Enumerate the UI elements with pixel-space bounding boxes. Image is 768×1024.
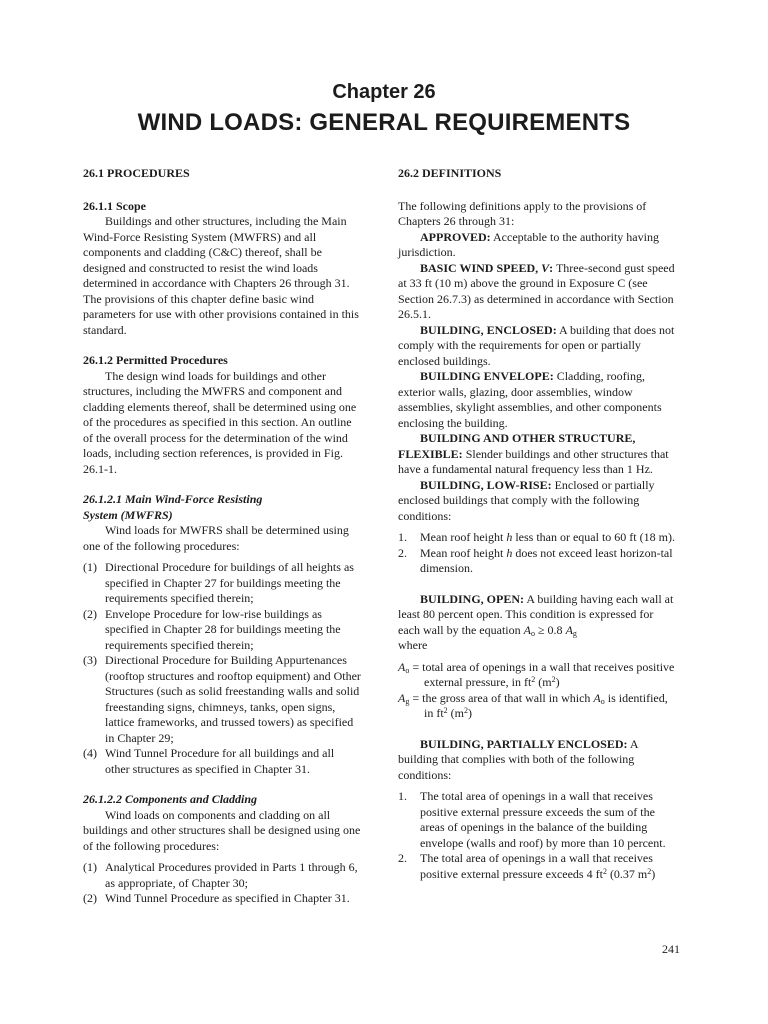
cc-procedure-list — [83, 860, 361, 907]
right-column — [398, 166, 678, 882]
list-item-number: (2) — [83, 891, 97, 905]
unit-sup: 2 — [531, 675, 536, 684]
equation-sub-g: g — [572, 628, 577, 638]
list-item-number: 2. — [398, 851, 407, 865]
equation-var-b: A — [565, 622, 573, 637]
section-heading-26-1: 26.1 PROCEDURES — [83, 166, 190, 180]
definition-term: BUILDING ENVELOPE: — [420, 369, 554, 383]
definition-text: Enclosed or partially enclosed buildings that comply with the following conditions: — [398, 477, 655, 523]
list-item-text: The total area of openings in a wall that receives positive external pressure exceeds 4 ft — [420, 851, 653, 881]
partially-enclosed-conditions-list — [398, 789, 678, 882]
definition-flexible — [398, 431, 678, 478]
unit-metric: (m — [538, 675, 552, 689]
definition-text: A building that does not comply with the requirements for open or partially enclosed buildings. — [398, 322, 675, 368]
list-item-text: Envelope Procedure for low-rise buildings as specified in Chapter 28 for buildings meeting the requirements specified therein; — [105, 606, 341, 652]
list-item-text: Analytical Procedures provided in Parts 1 through 6, as appropriate, of Chapter 30; — [105, 860, 358, 890]
permitted-procedures-paragraph: The design wind loads for buildings and other structures, including the MWFRS and component and cladding elements thereof, shall be determined using one of the procedures as specified in this section. An outline of the overall process for the determination of the wind loads, including section references, is provided in Fig. 26.1-1. — [83, 368, 357, 476]
equation-sub-o: o — [530, 628, 535, 638]
list-item — [398, 851, 678, 882]
definition-text: Acceptable to the authority having jurisdiction. — [398, 229, 659, 259]
list-item — [83, 746, 361, 777]
list-item — [83, 607, 361, 654]
page-number: 241 — [662, 942, 680, 956]
equation-operator: ≥ 0.8 — [537, 622, 563, 637]
definition-term: BUILDING, LOW-RISE: — [420, 477, 552, 492]
definition-term — [420, 261, 553, 275]
variable-h: h — [506, 545, 513, 560]
list-item-number: 1. — [398, 789, 407, 803]
list-item-text-b: less than or equal to 60 ft (18 m). — [515, 530, 675, 544]
definition-text: Slender buildings and other structures that have a fundamental natural frequency less than 1 Hz. — [398, 446, 669, 476]
unit-metric: (0.37 m — [609, 866, 648, 881]
symbol-definition-ag — [398, 691, 678, 722]
left-column — [83, 166, 361, 907]
definition-building-envelope — [398, 369, 678, 431]
variable-h: h — [506, 530, 513, 544]
definition-term: BUILDING, OPEN: — [420, 591, 525, 606]
symbol: A — [398, 659, 406, 674]
unit-close: ) — [555, 675, 560, 689]
scope-paragraph: Buildings and other structures, including the Main Wind-Force Resisting System (MWFRS) and all components and cladding (C&C) thereof, shall be designed and constructed to resist the wind loads determined in accordance with Chapters 26 through 31. The provisions of this chapter define basic wind parameters for use with other provisions contained in this standard. — [83, 214, 359, 337]
list-item-text-a: Mean roof height — [420, 545, 504, 560]
list-item — [83, 891, 361, 907]
section-heading-26-2: 26.2 DEFINITIONS — [398, 166, 502, 180]
symbol-text-b: is identified, in ft — [424, 690, 668, 720]
definitions-intro: The following definitions apply to the provisions of Chapters 26 through 31: — [398, 198, 647, 228]
definition-text: Cladding, roofing, exterior walls, glazing, door assemblies, window assemblies, skylight assemblies, and other components enclosing the building. — [398, 369, 662, 430]
list-item-text: Wind Tunnel Procedure as specified in Chapter 31. — [105, 891, 350, 905]
list-item-number: 2. — [398, 545, 407, 560]
list-item-number: 1. — [398, 530, 407, 544]
definition-term: BUILDING, ENCLOSED: — [420, 322, 557, 337]
symbol-inline-sub: o — [600, 696, 605, 706]
chapter-title: WIND LOADS: GENERAL REQUIREMENTS — [137, 109, 631, 136]
list-item-text: Directional Procedure for Building Appurtenances (rooftop structures and rooftop equipment) and Other Structures (such as solid freestanding walls and solid freestanding signs, chimneys, tanks, open signs, lattice frameworks, and trussed towers) as specified in Chapter 29; — [105, 653, 361, 745]
definition-text: A building having each wall at least 80 percent open. This condition is expressed for each wall by the equation — [398, 591, 674, 637]
list-item-text: Wind Tunnel Procedure for all buildings and all other structures as specified in Chapter 31. — [105, 746, 335, 776]
definition-term-text: BASIC WIND SPEED, — [420, 260, 539, 275]
definition-building-enclosed — [398, 323, 678, 370]
list-item — [83, 560, 361, 607]
unit-metric-sup: 2 — [551, 675, 556, 684]
section-heading-26-1-2-2: 26.1.2.2 Components and Cladding — [83, 792, 258, 806]
unit-metric-sup: 2 — [647, 866, 652, 876]
definition-variable: V — [541, 260, 550, 275]
definition-term: APPROVED: — [420, 229, 491, 244]
symbol-sub: o — [405, 665, 410, 675]
list-item-text-a: Mean roof height — [420, 530, 504, 544]
definition-building-open — [398, 592, 678, 639]
list-item-number: (3) — [83, 653, 97, 667]
unit-sup: 2 — [443, 706, 448, 715]
list-item-number: (1) — [83, 860, 97, 874]
list-item — [398, 789, 678, 851]
chapter-label: Chapter 26 — [332, 81, 436, 103]
components-cladding-paragraph: Wind loads on components and cladding on all buildings and other structures shall be designed using one of the following procedures: — [83, 807, 361, 853]
section-heading-26-1-2: 26.1.2 Permitted Procedures — [83, 353, 228, 367]
definition-text: A building that complies with both of the following conditions: — [398, 736, 638, 782]
definition-low-rise — [398, 478, 678, 525]
unit-metric: (m — [450, 706, 465, 720]
definition-approved — [398, 230, 678, 261]
list-item-number: (2) — [83, 606, 97, 621]
unit-metric-sup: 2 — [464, 706, 469, 715]
definition-basic-wind-speed — [398, 261, 678, 323]
section-heading-26-1-2-1 — [83, 492, 361, 523]
definition-text: Three-second gust speed at 33 ft (10 m) above the ground in Exposure C (see Section 26.7.3) as determined in accordance with Section 26.5.1. — [398, 260, 675, 321]
symbol-text-a: = the gross area of that wall in which — [412, 690, 591, 705]
mwfrs-procedure-list — [83, 560, 361, 777]
list-item — [83, 860, 361, 891]
equation-where: where — [398, 638, 428, 652]
list-item — [83, 653, 361, 746]
unit-close: ) — [468, 706, 473, 720]
unit-close: ) — [651, 866, 656, 881]
symbol-definition-ao — [398, 660, 678, 691]
low-rise-conditions-list — [398, 530, 678, 577]
list-item — [398, 546, 678, 577]
section-heading-26-1-2-1-line2: System (MWFRS) — [83, 507, 173, 522]
list-item-text: Directional Procedure for buildings of all heights as specified in Chapter 27 for buildings meeting the requirements specified therein; — [105, 560, 354, 605]
list-item — [398, 530, 678, 546]
list-item-text-b: does not exceed least horizon-tal dimension. — [420, 545, 673, 575]
list-item-number: (4) — [83, 746, 97, 760]
definition-term: BUILDING AND OTHER STRUCTURE, FLEXIBLE: — [398, 431, 636, 461]
symbol-inline-var: A — [593, 690, 601, 705]
list-item-text: The total area of openings in a wall that receives positive external pressure exceeds the sum of the areas of openings in the balance of the building envelope (walls and roof) by more than 10 percent. — [420, 789, 666, 850]
definition-colon: : — [549, 260, 554, 275]
symbol-sub: g — [405, 696, 410, 706]
symbol-text: = total area of openings in a wall that receives positive external pressure, in ft — [412, 659, 675, 689]
equation-var-a: A — [523, 622, 531, 637]
unit-sup: 2 — [602, 866, 607, 876]
mwfrs-paragraph: Wind loads for MWFRS shall be determined using one of the following procedures: — [83, 523, 349, 553]
symbol: A — [398, 690, 406, 705]
definition-term: BUILDING, PARTIALLY ENCLOSED: — [420, 736, 628, 751]
list-item-number: (1) — [83, 560, 97, 574]
section-heading-26-1-1: 26.1.1 Scope — [83, 198, 146, 213]
section-heading-26-1-2-1-line1: 26.1.2.1 Main Wind-Force Resisting — [83, 492, 263, 506]
definition-partially-enclosed — [398, 737, 678, 784]
